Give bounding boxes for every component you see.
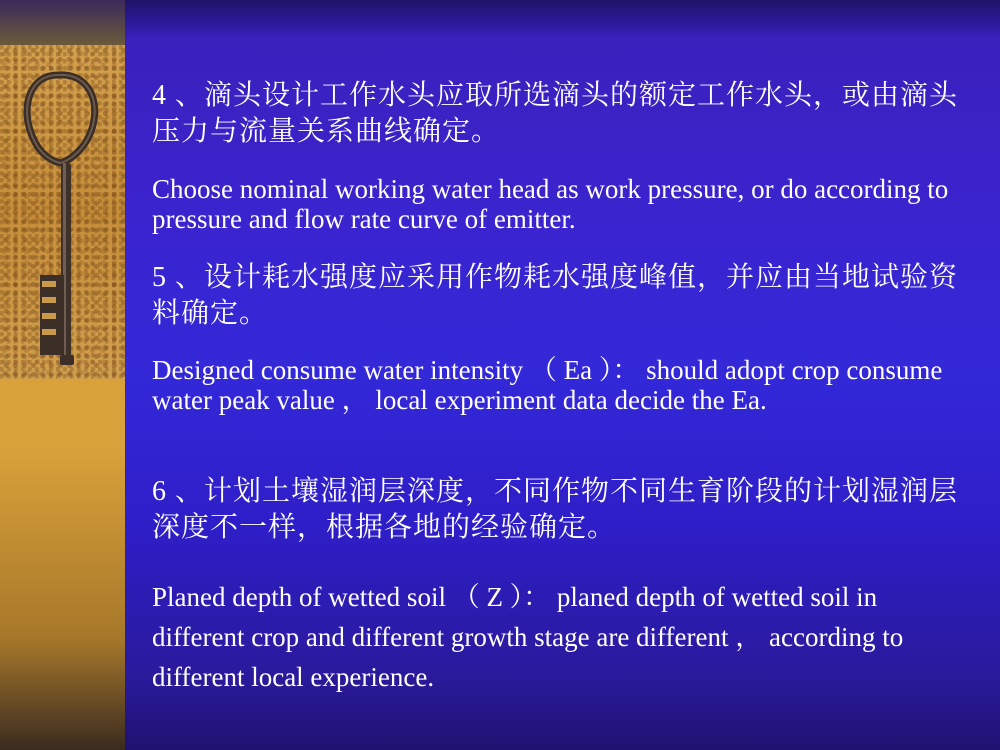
paragraph-wetted-depth-zh: 6 、计划土壤湿润层深度，不同作物不同生育阶段的计划湿润层深度不一样，根据各地的经验确定。 <box>152 476 959 543</box>
key-icon <box>0 45 125 380</box>
paragraph-emitter-head-zh: 4 、滴头设计工作水头应取所选滴头的额定工作水头，或由滴头压力与流量关系曲线确定。 <box>152 80 959 147</box>
paragraph-water-intensity-en: Designed consume water intensity （ Ea ）： should adopt crop consume water peak value ， local experiment data decide the Ea. <box>152 355 943 415</box>
paragraph-wetted-depth-en: Planed depth of wetted soil （ Z ）： planed depth of wetted soil in different crop and different growth stage are different ， according to different local experience. <box>152 582 904 692</box>
paragraph-emitter-head-en: Choose nominal working water head as work pressure, or do according to pressure and flow rate curve of emitter. <box>152 174 949 234</box>
paragraph-water-intensity-zh: 5 、设计耗水强度应采用作物耗水强度峰值，并应由当地试验资料确定。 <box>152 262 959 329</box>
key-photo <box>0 45 125 380</box>
top-band <box>125 0 1000 38</box>
